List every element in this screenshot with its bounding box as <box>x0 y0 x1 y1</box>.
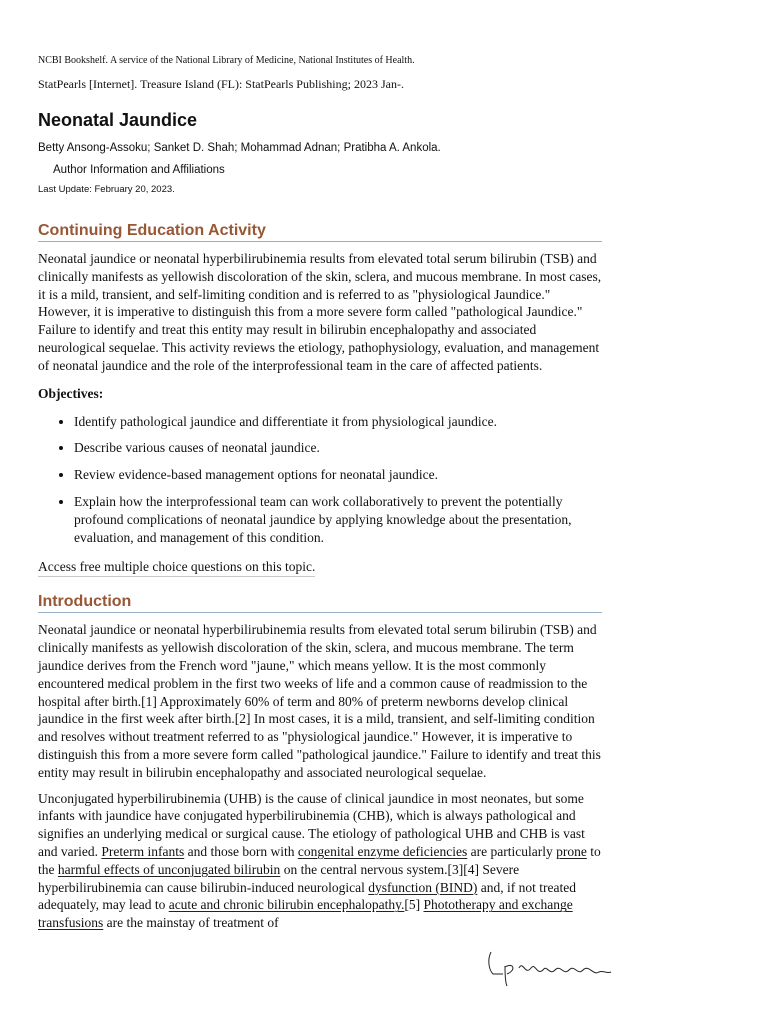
introduction-paragraph-2 <box>38 790 602 932</box>
access-questions-link[interactable]: Access free multiple choice questions on this topic. <box>38 558 315 577</box>
last-update: Last Update: February 20, 2023. <box>38 184 175 195</box>
section-heading-ce-activity: Continuing Education Activity <box>38 221 602 242</box>
text-run: and, if not treated adequately, may lead to <box>38 879 576 913</box>
handwritten-underline-bind: dysfunction (BIND) <box>368 879 478 895</box>
text-run: and those born with <box>184 843 298 859</box>
text-run: Unconjugated hyperbilirubinemia (UHB) is the cause of clinical jaundice in most neonates, but some infants with jaundice have conjugated hyperbilirubinemia (CHB), which is always pathological and signifies an underlying medical or surgical cause. The etiology of pathological UHB and CHB is vast and varied. <box>38 790 585 859</box>
author-affiliations-link[interactable]: Author Information and Affiliations <box>53 164 225 176</box>
text-run: are particularly <box>467 843 557 859</box>
introduction-paragraph-1: Neonatal jaundice or neonatal hyperbilirubinemia results from elevated total serum bilirubin (TSB) and clinically manifests as yellowish discoloration of the skin, sclera, and mucous membrane. The term jaundice derives from the French word "jaune," which means yellow. It is the most commonly encountered medical problem in the first two weeks of life and a common cause of readmission to the hospital after birth.[1] Approximately 60% of term and 80% of preterm newborns develop clinical jaundice in the first week after birth.[2] In most cases, it is a mild, transient, and self-limiting condition and resolves without treatment referred to as "physiological jaundice." However, it is imperative to distinguish this from a more severe form called "pathological jaundice." Failure to identify and treat this entity may result in bilirubin encephalopathy and associated neurological sequelae. <box>38 622 601 780</box>
access-link-wrapper <box>38 555 602 577</box>
list-item: • Explain how the interprofessional team can work collaboratively to prevent the potentially profound complications of neonatal jaundice by applying knowledge about the presentation, evaluation, and management of this condition. <box>74 493 602 546</box>
ncbi-bookshelf-line: NCBI Bookshelf. A service of the National Library of Medicine, National Institutes of Health. <box>38 55 415 66</box>
author-list: Betty Ansong-Assoku; Sanket D. Shah; Mohammad Adnan; Pratibha A. Ankola. <box>38 142 441 154</box>
text-run: [5] <box>404 897 424 913</box>
handwritten-annotation-scribble <box>483 950 623 990</box>
list-item: • Identify pathological jaundice and differentiate it from physiological jaundice. <box>74 413 602 431</box>
article-page <box>38 54 602 932</box>
objectives-label: Objectives: <box>38 385 104 401</box>
text-run: on the central nervous system.[3][4] Severe hyperbilirubinemia can cause bilirubin-induced neurological <box>38 861 520 895</box>
handwritten-underline-preterm-infants: Preterm infants <box>101 843 185 859</box>
text-run: are the mainstay of treatment of <box>103 915 279 931</box>
handwritten-underline-prone: prone <box>556 843 587 859</box>
list-item: • Review evidence-based management options for neonatal jaundice. <box>74 466 602 484</box>
list-item: • Describe various causes of neonatal jaundice. <box>74 439 602 457</box>
section-heading-introduction: Introduction <box>38 592 602 613</box>
handwritten-underline-encephalopathy: acute and chronic bilirubin encephalopathy. <box>168 897 405 913</box>
handwritten-underline-enzyme-deficiencies: congenital enzyme deficiencies <box>297 843 468 859</box>
ce-activity-paragraph: Neonatal jaundice or neonatal hyperbilirubinemia results from elevated total serum bilirubin (TSB) and clinically manifests as yellowish discoloration of the skin, sclera, and mucous membrane. In most cases, it is a mild, transient, and self-limiting condition and is referred to as "physiological Jaundice." However, it is imperative to distinguish this from a more severe form called "pathological Jaundice." Failure to identify and treat this entity may result in bilirubin encephalopathy and associated neurological sequelae. This activity reviews the etiology, pathophysiology, evaluation, and management of neonatal jaundice and the role of the interprofessional team in the care of affected patients. <box>38 251 602 373</box>
handwritten-underline-harmful-effects: harmful effects of unconjugated bilirubin <box>57 861 281 877</box>
handwritten-underline-phototherapy: Phototherapy and exchange transfusions <box>38 897 573 931</box>
objectives-list <box>38 413 602 547</box>
text-run: to the <box>38 843 601 877</box>
statpearls-citation: StatPearls [Internet]. Treasure Island (FL): StatPearls Publishing; 2023 Jan-. <box>38 77 404 91</box>
article-title: Neonatal Jaundice <box>38 110 198 130</box>
